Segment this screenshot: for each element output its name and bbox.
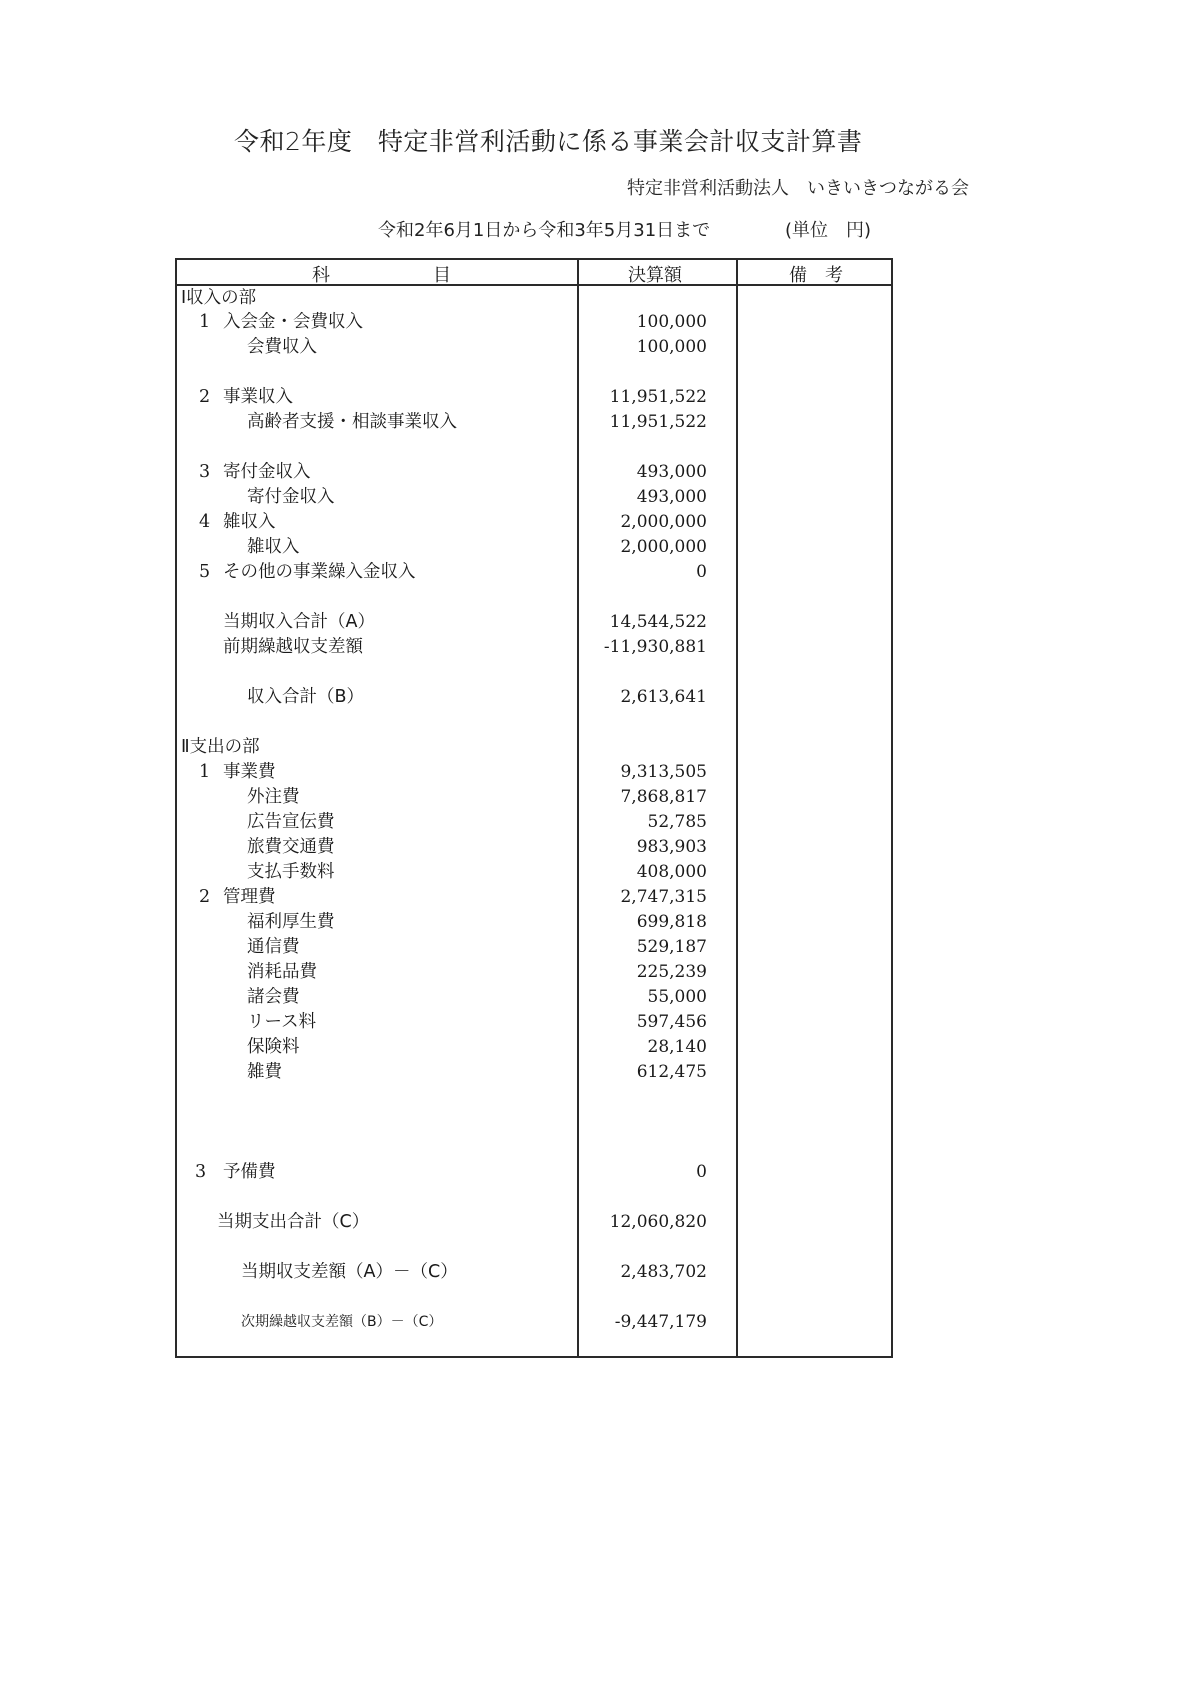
- table-row: 会費収入 100,000: [247, 337, 707, 357]
- table-row: 福利厚生費 699,818: [247, 912, 707, 932]
- header-settled-amount: 決算額: [628, 265, 682, 286]
- table-row: 外注費 7,868,817: [247, 787, 707, 807]
- total-row-income-b: 収入合計（B） 2,613,641: [247, 687, 707, 707]
- table-row: 2 事業収入 11,951,522: [199, 387, 707, 407]
- header-remarks: 備 考: [789, 265, 843, 286]
- subtotal-row-expenditure-c: 当期支出合計（C） 12,060,820: [217, 1212, 707, 1232]
- header-account-item-2: 目: [433, 265, 451, 286]
- table-row: 2 管理費 2,747,315: [199, 887, 707, 907]
- currency-unit: (単位 円): [785, 220, 872, 241]
- table-row: 3 予備費 0: [195, 1162, 707, 1182]
- table-row: 雑収入 2,000,000: [247, 537, 707, 557]
- table-row: 1 事業費 9,313,505: [199, 762, 707, 782]
- table-row: 寄付金収入 493,000: [247, 487, 707, 507]
- table-row: 4 雑収入 2,000,000: [199, 512, 707, 532]
- table-row: 通信費 529,187: [247, 937, 707, 957]
- table-row: 旅費交通費 983,903: [247, 837, 707, 857]
- table-row: 保険料 28,140: [247, 1037, 707, 1057]
- section-heading-expenditure: Ⅱ支出の部: [181, 737, 260, 757]
- table-row: 広告宣伝費 52,785: [247, 812, 707, 832]
- table-row: 5 その他の事業繰入金収入 0: [199, 562, 707, 582]
- table-header: [177, 260, 891, 286]
- table-row: リース料 597,456: [247, 1012, 707, 1032]
- carryover-row-b-minus-c: 次期繰越収支差額（B）－（C） -9,447,179: [241, 1312, 707, 1332]
- table-row: 雑費 612,475: [247, 1062, 707, 1082]
- table-row: 3 寄付金収入 493,000: [199, 462, 707, 482]
- section-heading-income: Ⅰ収入の部: [181, 288, 257, 308]
- document-title: 令和2年度 特定非営利活動に係る事業会計収支計算書: [234, 127, 863, 156]
- balance-row-a-minus-c: 当期収支差額（A）－（C） 2,483,702: [241, 1262, 707, 1282]
- table-row: 諸会費 55,000: [247, 987, 707, 1007]
- table-row: 1 入会金・会費収入 100,000: [199, 312, 707, 332]
- income-expenditure-table: [175, 258, 893, 1358]
- table-row: 高齢者支援・相談事業収入 11,951,522: [247, 412, 707, 432]
- fiscal-period: 令和2年6月1日から令和3年5月31日まで: [378, 220, 711, 241]
- subtotal-row-income-a: 当期収入合計（A） 14,544,522: [223, 612, 707, 632]
- table-row: 消耗品費 225,239: [247, 962, 707, 982]
- table-row: 前期繰越収支差額 -11,930,881: [223, 637, 707, 657]
- header-account-item: 科: [312, 265, 330, 286]
- organization-name: 特定非営利活動法人 いきいきつながる会: [627, 178, 969, 199]
- table-row: 支払手数料 408,000: [247, 862, 707, 882]
